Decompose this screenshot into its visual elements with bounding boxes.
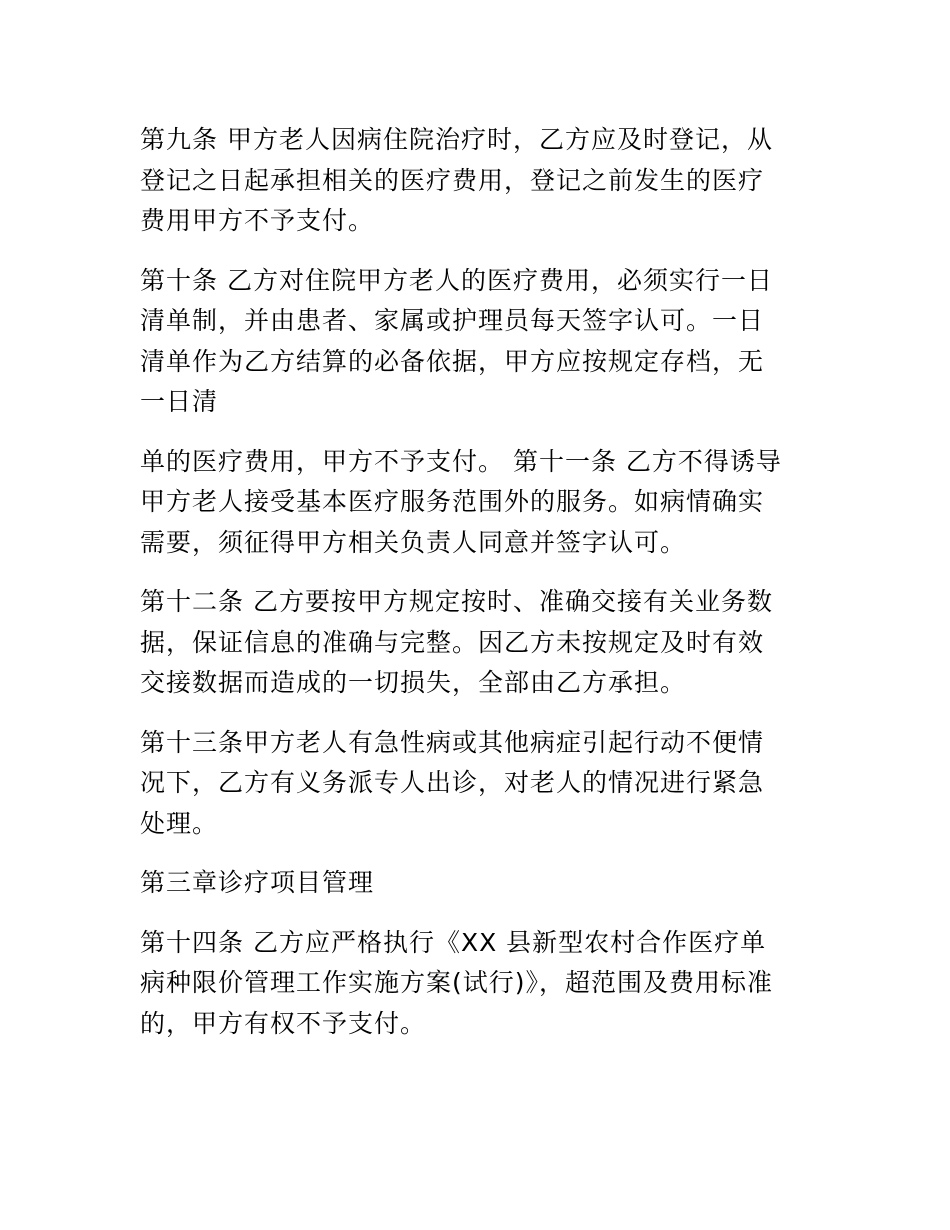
article-13-paragraph: [140, 723, 820, 845]
text-line: 据，保证信息的准确与完整。因乙方未按规定及时有效: [140, 627, 765, 657]
document-body: [140, 120, 820, 1044]
text-line: 单的医疗费用，甲方不予支付。 第十一条 乙方不得诱导: [140, 446, 782, 476]
paragraph-gap: [140, 563, 820, 582]
text-line: 第十条 乙方对住院甲方老人的医疗费用，必须实行一日: [140, 265, 773, 295]
text-line: 甲方老人接受基本医疗服务范围外的服务。如病情确实: [140, 487, 765, 516]
text-line: 清单作为乙方结算的必备依据，甲方应按规定存档，无: [140, 346, 765, 376]
paragraph-gap: [140, 242, 820, 261]
chapter-3-heading: [140, 863, 820, 904]
paragraph-gap: [140, 904, 820, 923]
paragraph-gap: [140, 423, 820, 442]
article-12-paragraph: [140, 582, 820, 704]
heading-line: 第三章诊疗项目管理: [140, 868, 375, 897]
paragraph-gap: [140, 704, 820, 723]
text-line: 的，甲方有权不予支付。: [140, 1008, 427, 1038]
text-line: 病种限价管理工作实施方案(试行)》，超范围及费用标准: [140, 968, 774, 997]
text-line: 第十二条 乙方要按甲方规定按时、准确交接有关业务数: [140, 587, 773, 616]
text-line: 费用甲方不予支付。: [140, 206, 375, 235]
article-14-paragraph: [140, 923, 820, 1045]
text-line: 一日清: [140, 387, 219, 416]
text-line: 第十三条甲方老人有急性病或其他病症引起行动不便情: [140, 727, 765, 757]
text-line: 需要，须征得甲方相关负责人同意并签字认可。: [140, 527, 687, 557]
text-line: 处理。: [140, 808, 219, 838]
text-line: 交接数据而造成的一切损失，全部由乙方承担。: [140, 668, 687, 697]
text-line: 登记之日起承担相关的医疗费用，登记之前发生的医疗: [140, 165, 765, 195]
article-11-paragraph: [140, 442, 820, 564]
text-line: 况下，乙方有义务派专人出诊，对老人的情况进行紧急: [140, 768, 765, 797]
text-line: 第十四条 乙方应严格执行《XX 县新型农村合作医疗单: [140, 927, 767, 957]
article-10-paragraph: [140, 261, 820, 423]
text-line: 第九条 甲方老人因病住院治疗时，乙方应及时登记，从: [140, 125, 773, 154]
paragraph-gap: [140, 844, 820, 863]
text-line: 清单制，并由患者、家属或护理员每天签字认可。一日: [140, 306, 765, 335]
article-9-paragraph: [140, 120, 820, 242]
